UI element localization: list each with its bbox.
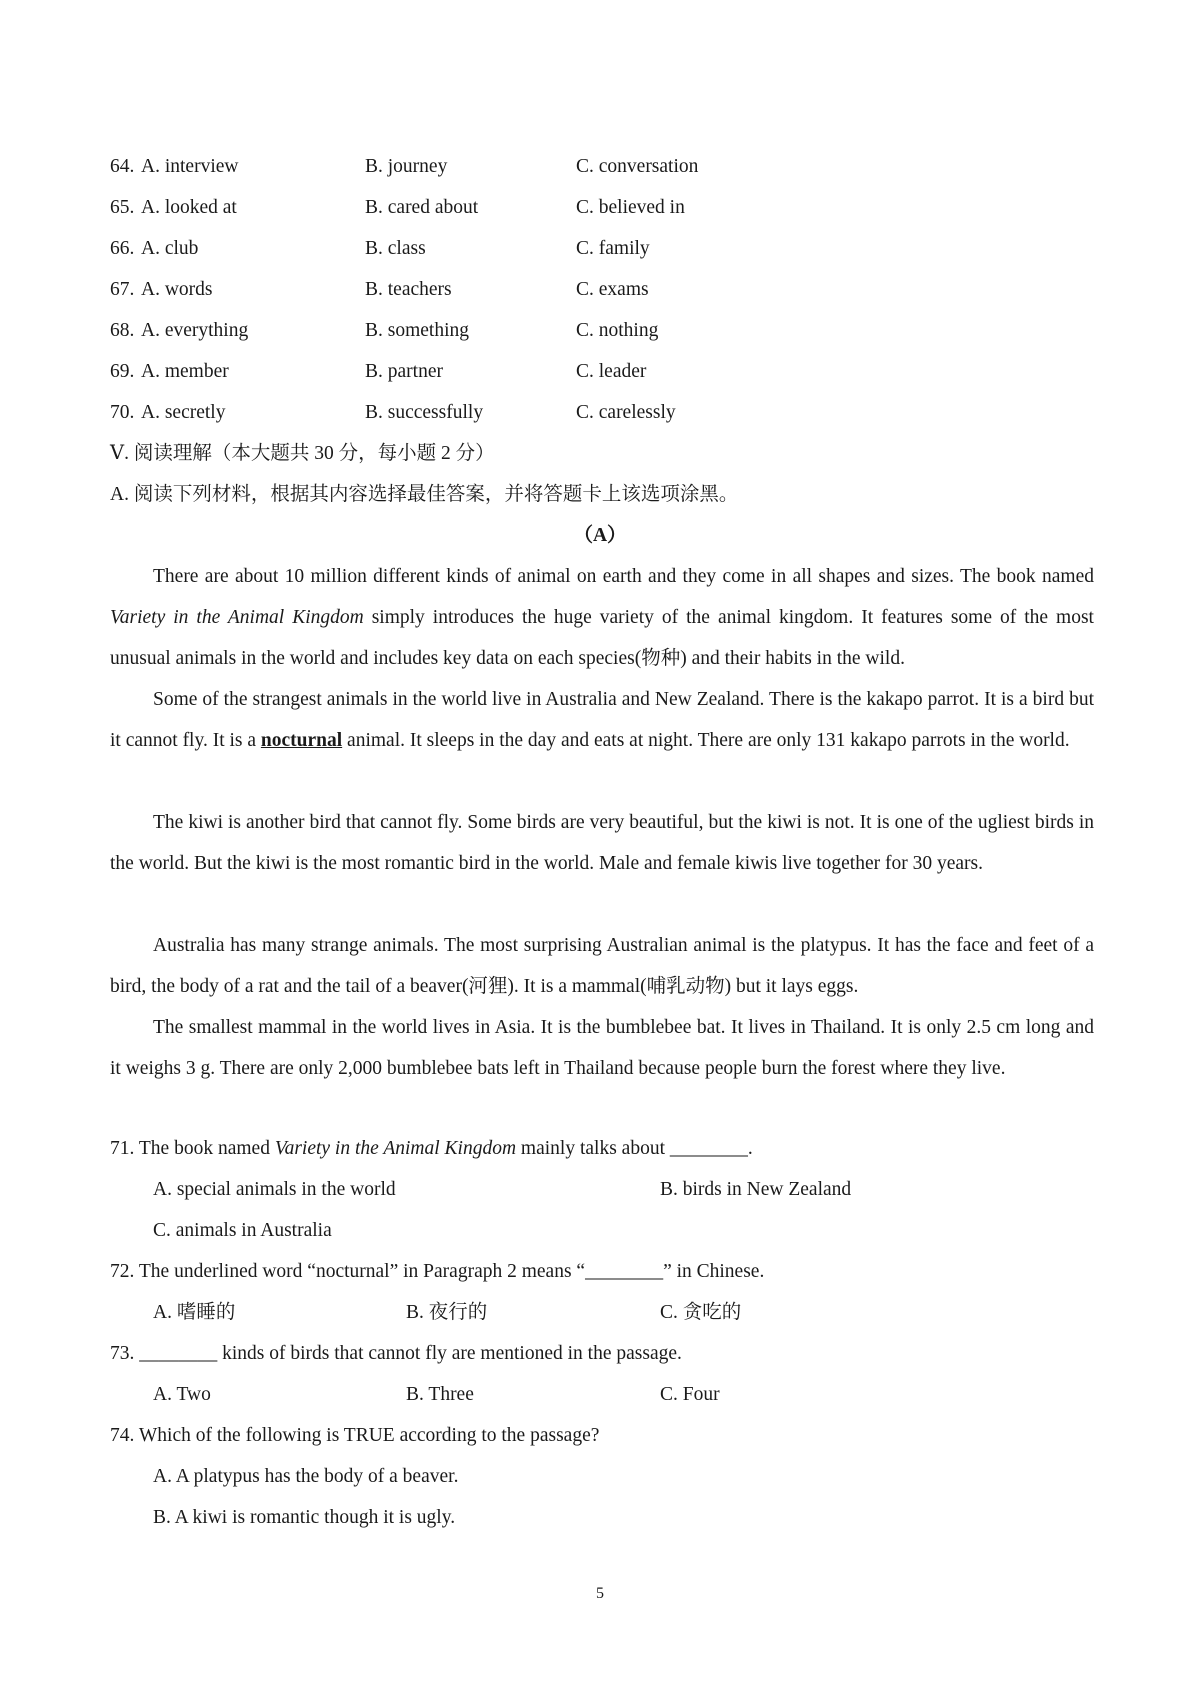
option-b: B. teachers: [365, 279, 452, 300]
book-title: Variety in the Animal Kingdom: [274, 1138, 517, 1159]
question-74: 74. Which of the following is TRUE according to the passage?: [110, 1425, 600, 1446]
option-c: C. leader: [576, 361, 647, 382]
question-72: 72. The underlined word “nocturnal” in Paragraph 2 means “________” in Chinese.: [110, 1261, 765, 1282]
q72-option-a: A. 嗜睡的: [153, 1302, 236, 1323]
passage-paragraph-2: [110, 679, 1094, 761]
section-instruction: A. 阅读下列材料，根据其内容选择最佳答案，并将答题卡上该选项涂黑。: [110, 484, 739, 505]
section-heading: Ⅴ. 阅读理解（本大题共 30 分，每小题 2 分）: [110, 443, 495, 464]
question-text: 71. The book named: [110, 1138, 275, 1159]
option-a: A. member: [141, 361, 229, 382]
q73-option-a: A. Two: [153, 1384, 211, 1405]
option-number-70: 70.: [110, 402, 135, 423]
paragraph-text: The kiwi is another bird that cannot fly. Some birds are very beautiful, but the kiwi is not. It is one of the ugliest birds in the world. But the kiwi is the most romantic bird in the world. Male and female kiwis live together for 30 years.: [110, 812, 1094, 874]
passage-paragraph-3: [110, 802, 1094, 884]
paragraph-text: Australia has many strange animals. The most surprising Australian animal is the platypus. It has the face and feet of a bird, the body of a rat and the tail of a beaver(河狸). It is a mammal(哺乳动物) but it lays eggs.: [110, 935, 1094, 997]
option-c: C. nothing: [576, 320, 659, 341]
underlined-word: nocturnal: [260, 730, 343, 751]
option-c: C. exams: [576, 279, 649, 300]
q71-option-a: A. special animals in the world: [153, 1179, 396, 1200]
option-c: C. believed in: [576, 197, 685, 218]
paragraph-text: animal. It sleeps in the day and eats at night. There are only 131 kakapo parrots in the world.: [342, 730, 1070, 751]
option-number-66: 66.: [110, 238, 135, 259]
q71-option-c: C. animals in Australia: [153, 1220, 332, 1241]
option-a: A. interview: [141, 156, 239, 177]
q74-option-a: A. A platypus has the body of a beaver.: [153, 1466, 459, 1487]
option-number-68: 68.: [110, 320, 135, 341]
option-a: A. everything: [141, 320, 249, 341]
paragraph-text: There are about 10 million different kinds of animal on earth and they come in all shapes and sizes. The book named: [153, 566, 1094, 587]
question-73: 73. ________ kinds of birds that cannot fly are mentioned in the passage.: [110, 1343, 682, 1364]
q74-option-b: B. A kiwi is romantic though it is ugly.: [153, 1507, 456, 1528]
option-b: B. successfully: [365, 402, 484, 423]
q73-option-c: C. Four: [660, 1384, 720, 1405]
passage-paragraph-5: [110, 1007, 1094, 1089]
option-a: A. secretly: [141, 402, 226, 423]
option-number-67: 67.: [110, 279, 135, 300]
option-b: B. cared about: [365, 197, 479, 218]
q71-option-b: B. birds in New Zealand: [660, 1179, 852, 1200]
option-c: C. family: [576, 238, 650, 259]
passage-paragraph-4: [110, 925, 1094, 1007]
paragraph-text: simply introduces the huge variety of the animal kingdom. It features some of the most unusual animals in the world and includes key data on each species(物种) and their habits in the wild.: [110, 607, 1094, 669]
q73-option-b: B. Three: [406, 1384, 474, 1405]
book-title: Variety in the Animal Kingdom: [110, 607, 364, 628]
option-b: B. partner: [365, 361, 443, 382]
option-c: C. carelessly: [576, 402, 676, 423]
page-number: 5: [596, 1585, 604, 1602]
question-71: [110, 1136, 753, 1162]
paragraph-text: Some of the strangest animals in the world live in Australia and New Zealand. There is the kakapo parrot. It is a bird but it cannot fly. It is a: [110, 689, 1094, 751]
option-c: C. conversation: [576, 156, 699, 177]
option-number-64: 64.: [110, 156, 135, 177]
option-number-65: 65.: [110, 197, 135, 218]
paragraph-text: The smallest mammal in the world lives in Asia. It is the bumblebee bat. It lives in Thailand. It is only 2.5 cm long and it weighs 3 g. There are only 2,000 bumblebee bats left in Thailand because people burn the forest where they live.: [110, 1017, 1094, 1079]
option-b: B. class: [365, 238, 426, 259]
option-number-69: 69.: [110, 361, 135, 382]
option-a: A. words: [141, 279, 213, 300]
option-a: A. looked at: [141, 197, 237, 218]
q72-option-c: C. 贪吃的: [660, 1302, 742, 1323]
q72-option-b: B. 夜行的: [406, 1302, 488, 1323]
option-b: B. something: [365, 320, 470, 341]
question-text: mainly talks about ________.: [516, 1138, 753, 1159]
option-b: B. journey: [365, 156, 448, 177]
passage-paragraph-1: [110, 556, 1094, 679]
passage-label: （A）: [573, 525, 627, 546]
option-a: A. club: [141, 238, 199, 259]
